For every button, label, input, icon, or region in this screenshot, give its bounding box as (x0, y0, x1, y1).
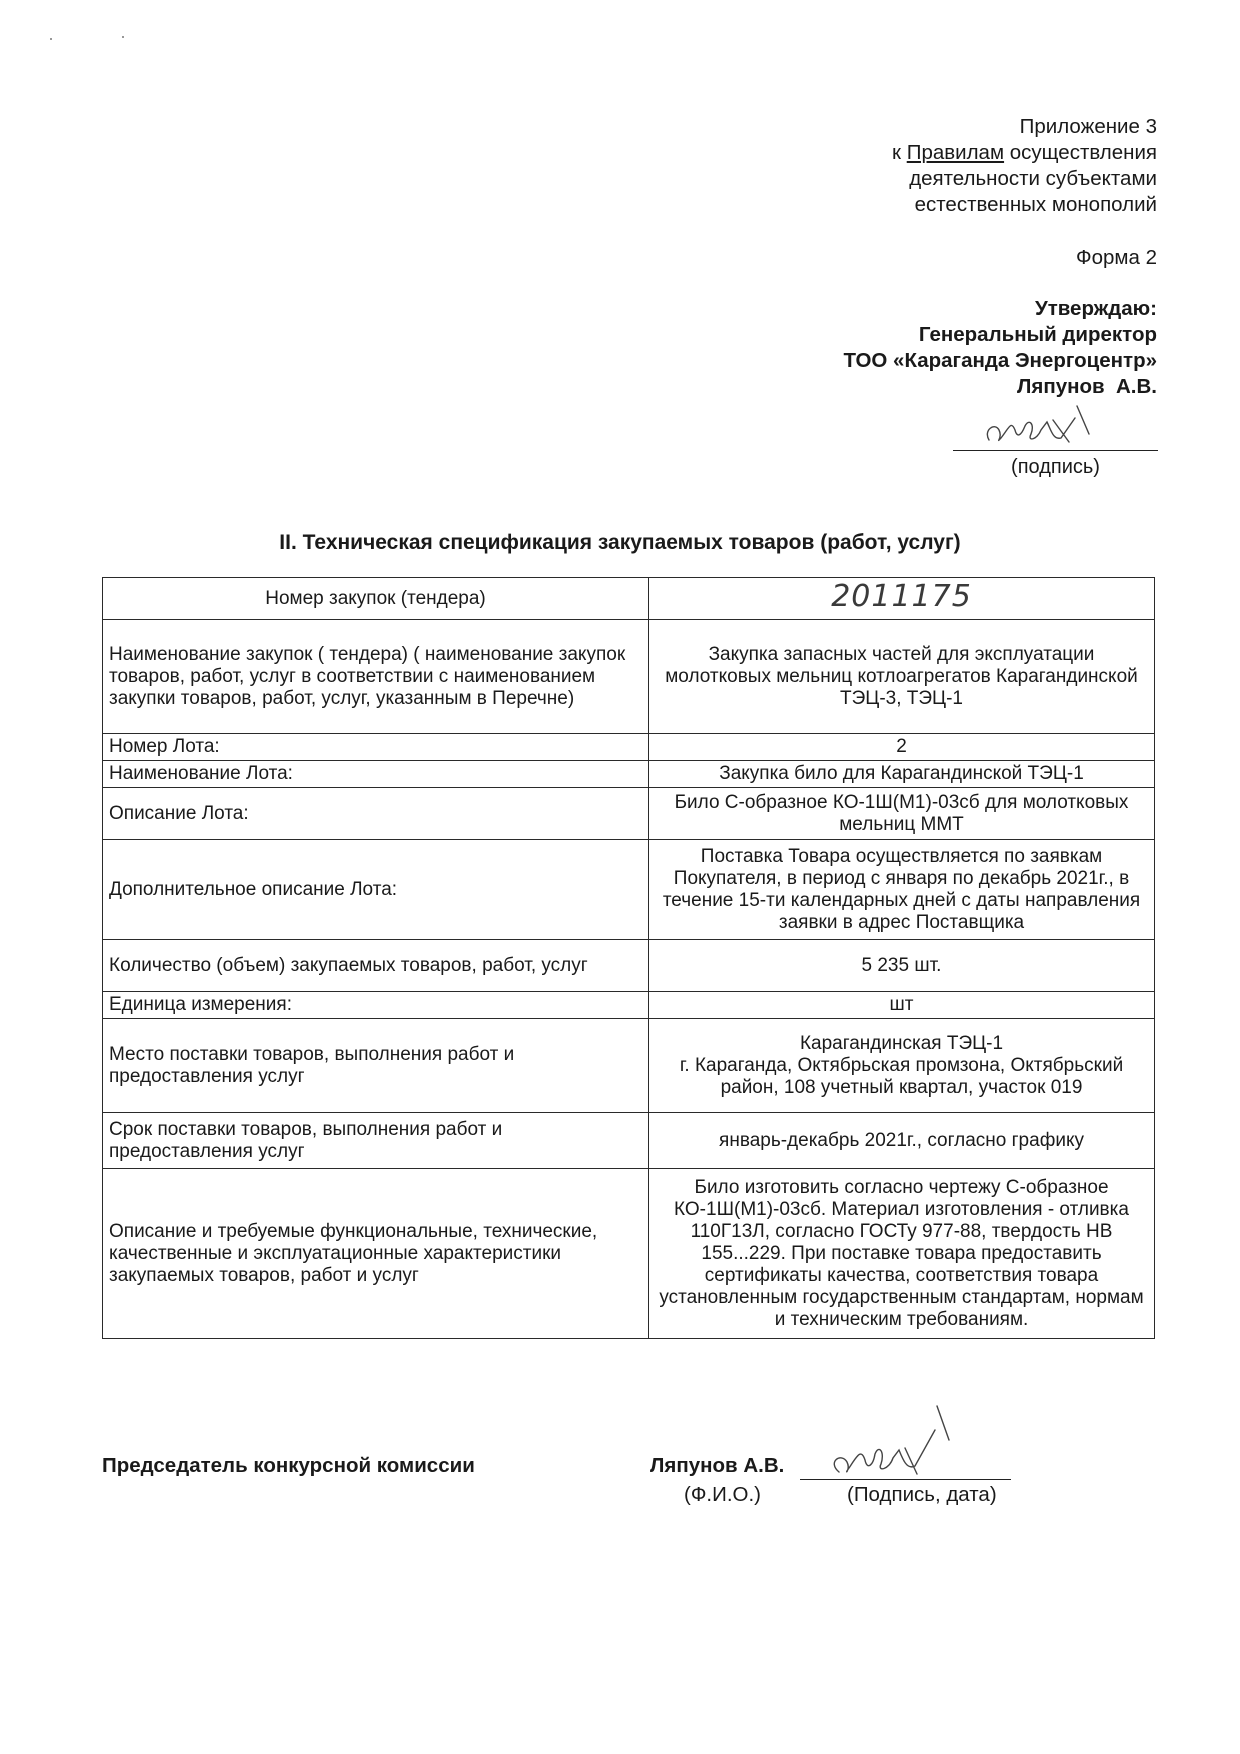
specification-table (102, 577, 1155, 1339)
row-value: Било С-образное КО-1Ш(М1)-03сб для молотковых мельниц ММТ (649, 788, 1155, 840)
appendix-header (697, 114, 1157, 218)
appendix-line-3: деятельности субъектами (909, 167, 1157, 190)
approval-line-3: ТОО «Караганда Энергоцентр» (843, 349, 1157, 372)
approval-line-4: Ляпунов А.В. (1016, 375, 1157, 398)
appendix-line-2: к Правилам осуществления (892, 141, 1157, 164)
table-row (103, 761, 1155, 788)
tender-number (649, 578, 1155, 620)
table-row (103, 788, 1155, 840)
row-label: Описание и требуемые функциональные, технические, качественные и эксплуатационные характеристики закупаемых товаров, работ и услуг (103, 1169, 649, 1339)
tender-number-value: 2011175 (831, 578, 972, 614)
row-value: 2 (649, 734, 1155, 761)
table-row (103, 940, 1155, 992)
row-value: Карагандинская ТЭЦ-1 г. Караганда, Октябрьская промзона, Октябрьский район, 108 учетный квартал, участок 019 (649, 1019, 1155, 1113)
table-row (103, 734, 1155, 761)
row-label: Место поставки товаров, выполнения работ и предоставления услуг (103, 1019, 649, 1113)
approval-signature (953, 406, 1158, 482)
row-label: Описание Лота: (103, 788, 649, 840)
sign-date-caption: (Подпись, дата) (847, 1483, 997, 1506)
row-label: Наименование закупок ( тендера) ( наименование закупок товаров, работ, услуг в соответствии с наименованием закупки товаров, работ, услуг, указанным в Перечне) (103, 620, 649, 734)
appendix-line-4: естественных монополий (914, 193, 1157, 216)
row-label: Дополнительное описание Лота: (103, 840, 649, 940)
rules-link[interactable]: Правилам (906, 141, 1005, 164)
row-value: Закупка запасных частей для эксплуатации молотковых мельниц котлоагрегатов Карагандинской ТЭЦ-3, ТЭЦ-1 (649, 620, 1155, 734)
handwritten-signature-icon (981, 400, 1121, 452)
appendix-line-1: Приложение 3 (1019, 115, 1157, 138)
footer-signature (102, 1450, 1155, 1520)
footer-signature-line (800, 1479, 1011, 1480)
fio-caption: (Ф.И.О.) (684, 1483, 762, 1506)
chairman-name: Ляпунов А.В. (650, 1454, 785, 1477)
table-row (103, 620, 1155, 734)
row-value: Закупка било для Карагандинской ТЭЦ-1 (649, 761, 1155, 788)
row-label: Наименование Лота: (103, 761, 649, 788)
spec-title: II. Техническая спецификация закупаемых товаров (работ, услуг) (279, 531, 961, 554)
row-value: январь-декабрь 2021г., согласно графику (649, 1113, 1155, 1169)
approval-line-1: Утверждаю: (1034, 297, 1157, 320)
row-label: Количество (объем) закупаемых товаров, работ, услуг (103, 940, 649, 992)
table-row (103, 578, 1155, 620)
form-label: Форма 2 (1076, 246, 1157, 269)
approval-line-2: Генеральный директор (918, 323, 1157, 346)
table-row (103, 992, 1155, 1019)
row-label: Срок поставки товаров, выполнения работ и предоставления услуг (103, 1113, 649, 1169)
row-value: шт (649, 992, 1155, 1019)
table-row (103, 1113, 1155, 1169)
row-value: Поставка Товара осуществляется по заявкам Покупателя, в период с января по декабрь 2021г., в течение 15-ти календарных дней с даты направления заявки в адрес Поставщика (649, 840, 1155, 940)
table-row (103, 1169, 1155, 1339)
table-row (103, 840, 1155, 940)
chairman-label: Председатель конкурсной комиссии (102, 1454, 475, 1477)
row-label: Номер Лота: (103, 734, 649, 761)
row-value: Било изготовить согласно чертежу С-образное КО-1Ш(М1)-03сб. Материал изготовления - отливка 110Г13Л, согласно ГОСТу 977-88, твердость НВ 155...229. При поставке товара предоставить сертификаты качества, соответствия товара установленным государственным стандартам, нормам и техническим требованиям. (649, 1169, 1155, 1339)
approval-block (637, 296, 1157, 400)
row-value: 5 235 шт. (649, 940, 1155, 992)
signature-caption: (подпись) (1011, 456, 1100, 478)
table-row (103, 1019, 1155, 1113)
row-label: Единица измерения: (103, 992, 649, 1019)
row-label: Номер закупок (тендера) (103, 578, 649, 620)
handwritten-signature-icon (817, 1400, 957, 1484)
signature-line (953, 450, 1158, 451)
